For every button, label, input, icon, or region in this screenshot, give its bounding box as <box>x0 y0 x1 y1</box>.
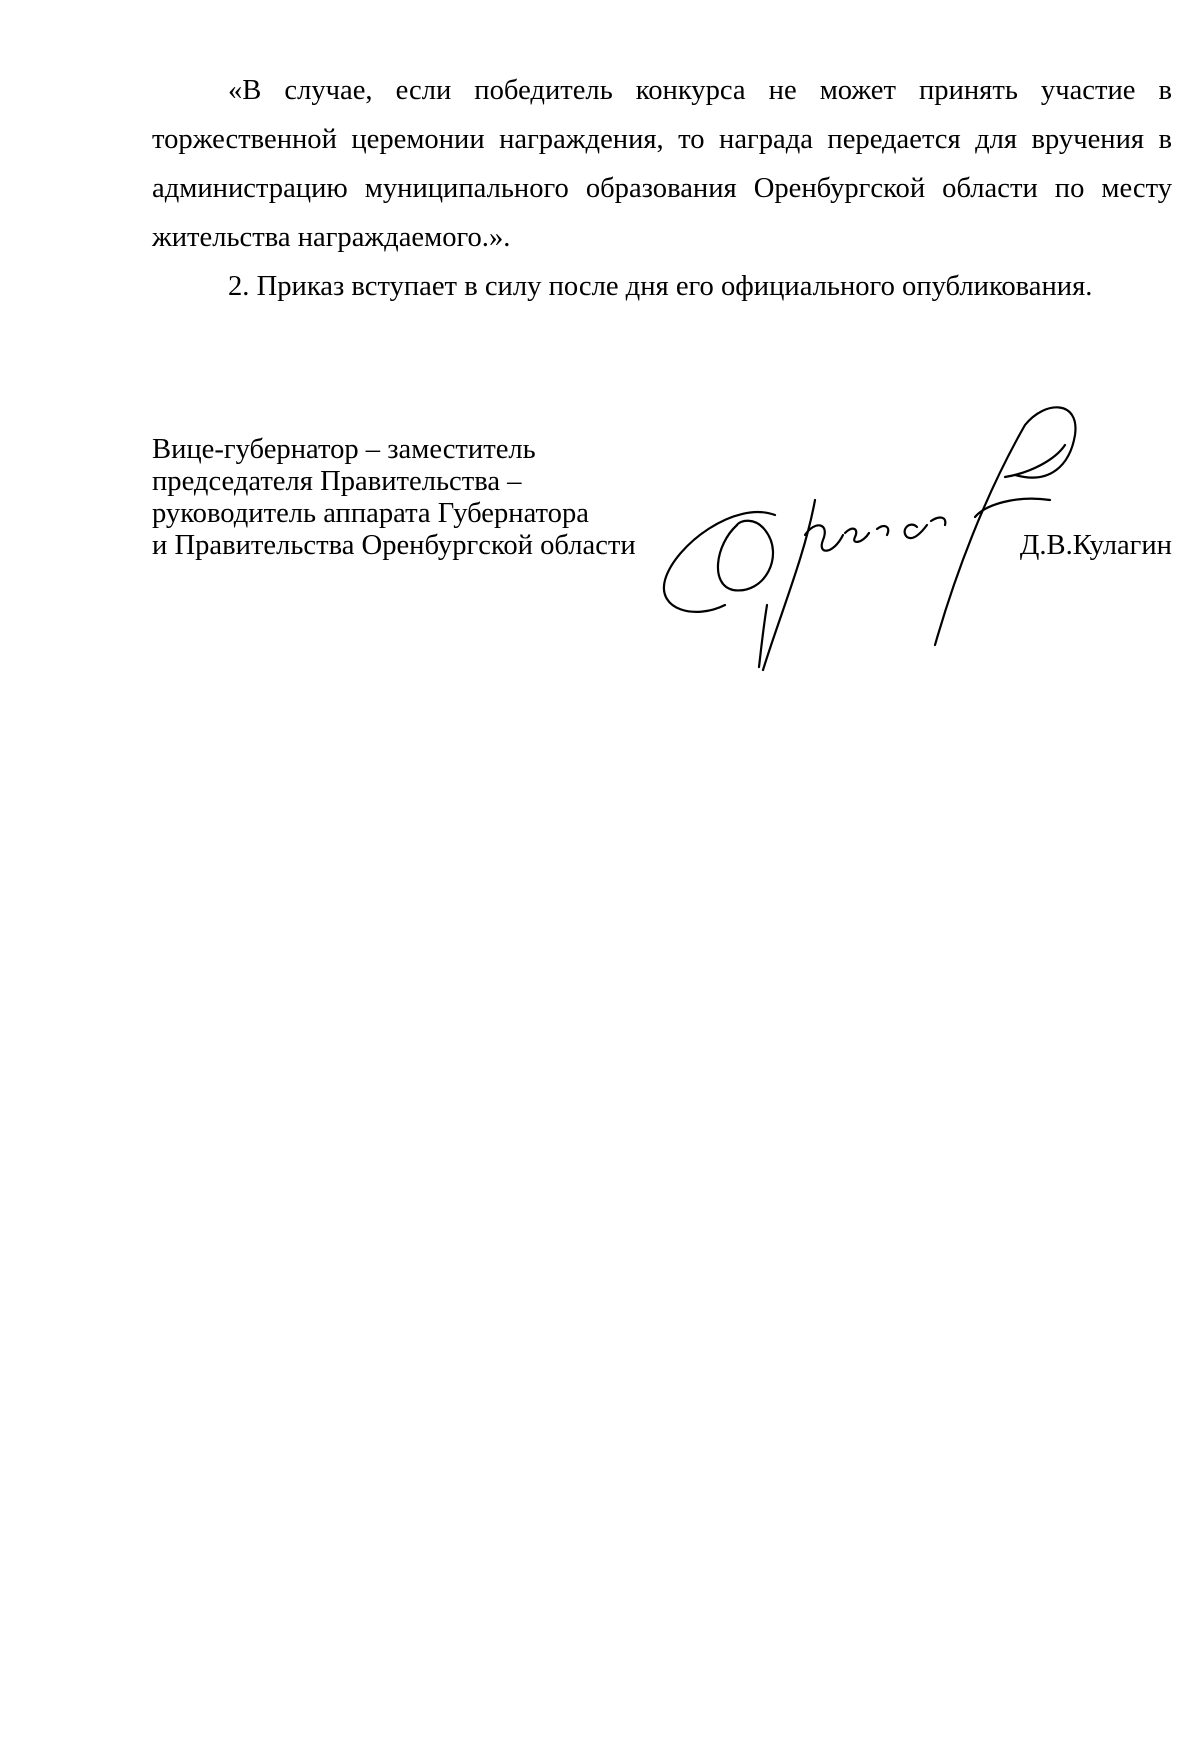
handwritten-signature <box>655 405 1115 685</box>
position-line: руководитель аппарата Губернатора <box>152 498 589 529</box>
signer-position <box>152 434 636 562</box>
signer-name: Д.В.Кулагин <box>1019 530 1172 561</box>
position-line: Вице-губернатор – заместитель <box>152 434 536 465</box>
paragraph-award-clause: «В случае, если победитель конкурса не может принять участие в торжественной церемонии награждения, то награда передается для вручения в администрацию муниципального образования Оренбургской области по месту жительства награждаемого.». <box>152 75 1172 253</box>
position-line: председателя Правительства – <box>152 466 522 497</box>
document-body <box>152 66 1172 311</box>
paragraph-effective-date: 2. Приказ вступает в силу после дня его официального опубликования. <box>228 271 1093 302</box>
position-line: и Правительства Оренбургской области <box>152 530 636 561</box>
